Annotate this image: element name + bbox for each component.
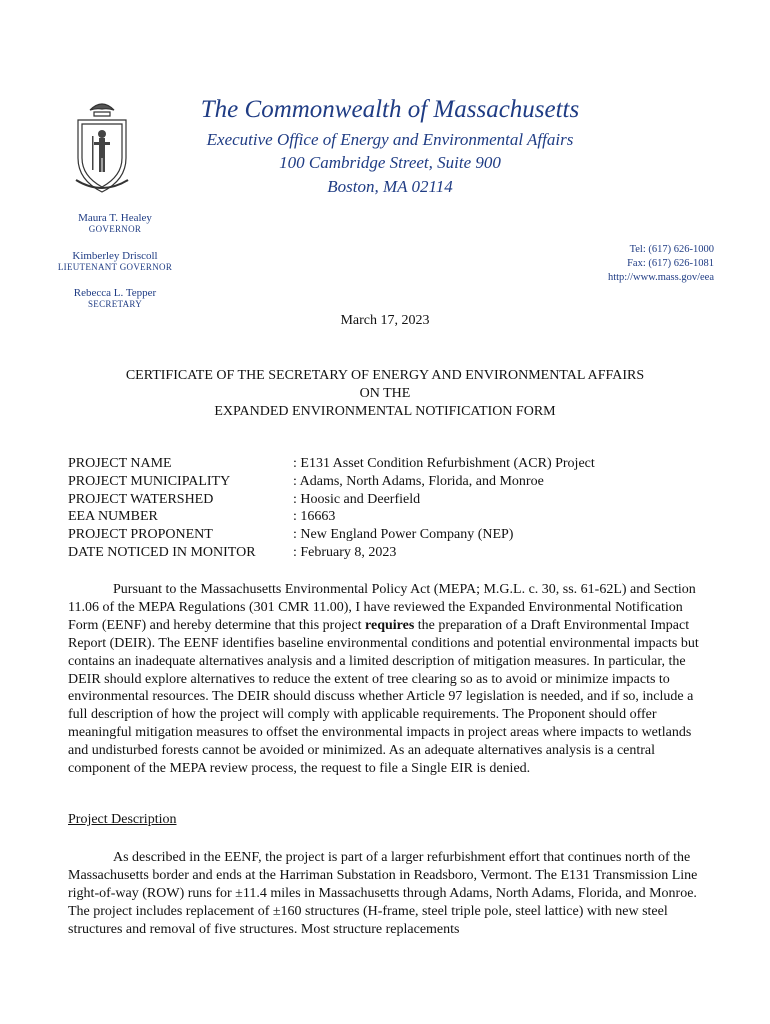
certificate-line-1: CERTIFICATE OF THE SECRETARY OF ENERGY AND ENVIRONMENTAL AFFAIRS <box>125 368 645 383</box>
certificate-line-3: EXPANDED ENVIRONMENTAL NOTIFICATION FORM <box>214 404 556 419</box>
project-details <box>68 455 595 562</box>
letterhead-city: Boston, MA 02114 <box>327 177 453 196</box>
letterhead-title: The Commonwealth of Massachusetts <box>200 96 580 123</box>
letterhead-office: Executive Office of Energy and Environmental Affairs <box>206 130 574 149</box>
determination-paragraph <box>68 581 708 778</box>
paragraph-text: the preparation of a Draft Environmental Impact Report (DEIR). The EENF identifies baseline environmental conditions and potential environmental impacts but contains an inadequate alternatives analysis and a limited description of mitigation measures. In particular, the DEIR should explore alternatives to reduce the extent of tree clearing so as to avoid or minimize impacts to environmental resources. The DEIR should discuss whether Article 97 legislation is needed, and if so, include a full description of how the project will comply with applicable requirements. The Proponent should offer meaningful mitigation measures to offset the environmental impacts in project areas where impacts to wetlands and undisturbed forests cannot be avoided or minimized. As an adequate alternatives analysis is a central component of the MEPA review process, the request to file a Single EIR is denied. <box>68 617 699 777</box>
project-row <box>68 508 595 526</box>
official-name: Rebecca L. Tepper <box>73 287 157 299</box>
project-label: PROJECT NAME <box>68 456 172 471</box>
project-description-paragraph: As described in the EENF, the project is part of a larger refurbishment effort that continues north of the Massachusetts border and ends at the Harriman Substation in Readsboro, Vermont. The E131 Transmission Line right-of-way (ROW) runs for ±11.4 miles in Massachusetts through Adams, North Adams, Florida, and Monroe. The project includes replacement of ±160 structures (H-frame, steel triple pole, steel lattice) with new steel structures and removal of five structures. Most structure replacements <box>68 850 698 937</box>
contact-fax: Fax: (617) 626-1081 <box>627 258 714 269</box>
project-label: PROJECT MUNICIPALITY <box>68 473 231 489</box>
certificate-line-2: ON THE <box>359 386 411 401</box>
official-name: Kimberley Driscoll <box>72 250 158 262</box>
project-label: PROJECT WATERSHED <box>68 491 214 507</box>
project-row <box>68 526 595 544</box>
contact-block <box>608 243 714 285</box>
project-row <box>68 544 595 562</box>
project-row <box>68 473 595 491</box>
paragraph-text: Pursuant to the Massachusetts Environmental Policy Act (MEPA; M.G.L. c. 30, ss. 61-62L) and Section 11.06 of the MEPA Regulations (301 CMR 11.00), I have reviewed the Expanded Environmental Notification Form (EENF) and hereby determine that this project <box>68 582 696 633</box>
project-row <box>68 491 595 509</box>
contact-url[interactable]: http://www.mass.gov/eea <box>607 272 714 283</box>
official-title: SECRETARY <box>88 299 142 309</box>
project-value: : Hoosic and Deerfield <box>293 491 421 507</box>
project-row <box>68 455 595 473</box>
project-label: EEA NUMBER <box>68 509 158 525</box>
project-value: : New England Power Company (NEP) <box>293 527 514 543</box>
contact-tel: Tel: (617) 626-1000 <box>629 244 714 255</box>
project-value: : February 8, 2023 <box>293 544 397 560</box>
official-title: LIEUTENANT GOVERNOR <box>57 262 173 272</box>
official-lieutenant-governor <box>40 250 190 272</box>
certificate-heading <box>0 367 770 421</box>
project-label: PROJECT PROPONENT <box>68 527 213 543</box>
official-name: Maura T. Healey <box>78 212 152 224</box>
project-label: DATE NOTICED IN MONITOR <box>68 544 256 560</box>
project-value: : Adams, North Adams, Florida, and Monroe <box>293 473 544 489</box>
paragraph-emphasis: requires <box>365 617 415 633</box>
official-governor <box>40 212 190 234</box>
project-value: : 16663 <box>293 509 336 525</box>
section-heading: Project Description <box>68 812 177 827</box>
commonwealth-seal-icon <box>72 96 132 198</box>
official-secretary <box>40 287 190 309</box>
letterhead-street: 100 Cambridge Street, Suite 900 <box>279 153 501 172</box>
official-title: GOVERNOR <box>88 224 142 234</box>
document-date: March 17, 2023 <box>340 313 430 328</box>
project-value: : E131 Asset Condition Refurbishment (ACR) Project <box>293 456 595 471</box>
